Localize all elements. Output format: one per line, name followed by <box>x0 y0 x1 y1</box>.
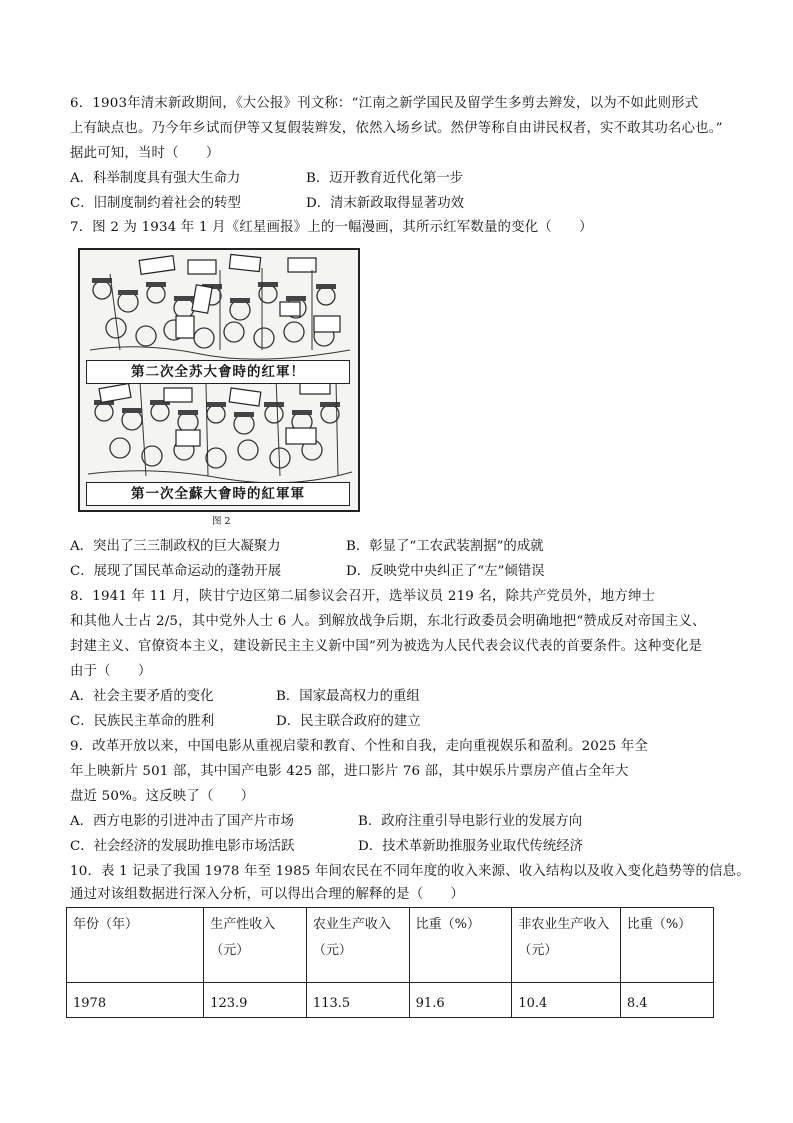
table-cell: 113.5 <box>306 983 409 1018</box>
q9-stem-line-1: 9．改革开放以来，中国电影从重视启蒙和教育、个性和自我，走向重视娱乐和盈利。2025 年全 <box>70 739 649 754</box>
q6-option-b: B．迈开教育近代化第一步 <box>306 171 464 186</box>
q9-option-b: B．政府注重引导电影行业的发展方向 <box>358 814 583 829</box>
table-header-cell: 非农业生产收入（元） <box>512 908 620 983</box>
table-header-cell: 比重（%） <box>620 908 713 983</box>
q6-stem-line-3: 据此可知，当时（ ） <box>70 146 220 161</box>
income-table <box>66 907 714 1018</box>
table-header-cell: 年份（年） <box>67 908 204 983</box>
q9-option-c: C．社会经济的发展助推电影市场活跃 <box>70 839 295 854</box>
q6-option-c: C．旧制度制约着社会的转型 <box>70 196 241 211</box>
q7-option-a: A．突出了三三制政权的巨大凝聚力 <box>70 539 281 554</box>
cartoon-banner-top: 第二次全苏大會時的红軍！ <box>86 360 350 384</box>
q8-stem-line-3: 封建主义、官僚资本主义，建设新民主主义新中国”列为被选为人民代表会议代表的首要条件。这种变化是 <box>70 639 703 654</box>
table-cell: 123.9 <box>204 983 307 1018</box>
q8-stem-line-4: 由于（ ） <box>70 664 152 679</box>
cartoon-banner-bottom: 第一次全蘇大會時的紅軍軍 <box>86 482 350 506</box>
q9-stem-line-3: 盘近 50%。这反映了（ ） <box>70 789 255 804</box>
table-header-cell: 比重（%） <box>409 908 512 983</box>
q6-option-d: D．清末新政取得显著功效 <box>306 196 465 211</box>
table-header-row <box>67 908 714 983</box>
q7-option-c: C．展现了国民革命运动的蓬勃开展 <box>70 564 282 579</box>
table-cell: 91.6 <box>409 983 512 1018</box>
cartoon-figure <box>78 248 360 512</box>
q9-option-d: D．技术革新助推服务业取代传统经济 <box>358 839 583 854</box>
q10-stem-line-1: 10．表 1 记录了我国 1978 年至 1985 年间农民在不同年度的收入来源、收入结构以及收入变化趋势等的信息。 <box>70 864 750 879</box>
q8-option-d: D．民主联合政府的建立 <box>276 714 421 729</box>
table-header-cell: 农业生产收入（元） <box>306 908 409 983</box>
q8-option-c: C．民族民主革命的胜利 <box>70 714 215 729</box>
q9-stem-line-2: 年上映新片 501 部，其中国产电影 425 部，进口影片 76 部，其中娱乐片票房产值占全年大 <box>70 764 629 779</box>
table-cell: 1978 <box>67 983 204 1018</box>
table-header-cell: 生产性收入（元） <box>204 908 307 983</box>
q7-option-b: B．彰显了“工农武装割据”的成就 <box>346 539 544 554</box>
figure-caption: 图 2 <box>212 516 231 527</box>
q8-option-b: B．国家最高权力的重组 <box>276 689 420 704</box>
q8-stem-line-1: 8．1941 年 11 月，陕甘宁边区第二届参议会召开，选举议员 219 名，除共产党员外，地方绅士 <box>70 589 656 604</box>
q10-stem-line-2: 通过对该组数据进行深入分析，可以得出合理的解释的是（ ） <box>70 887 465 902</box>
q7-option-d: D．反映党中央纠正了“左”倾错误 <box>346 564 545 579</box>
q7-stem-line-1: 7．图 2 为 1934 年 1 月《红星画报》上的一幅漫画，其所示红军数量的变化（ ） <box>70 220 593 235</box>
table-cell: 8.4 <box>620 983 713 1018</box>
q8-stem-line-2: 和其他人士占 2/5，其中党外人士 6 人。到解放战争后期，东北行政委员会明确地把“赞成反对帝国主义、 <box>70 614 706 629</box>
q6-option-a: A．科举制度具有强大生命力 <box>70 171 241 186</box>
q6-stem-line-1: 6．1903年清末新政期间，《大公报》刊文称：“江南之新学国民及留学生多剪去辫发，以为不如此则形式 <box>70 96 699 111</box>
q9-option-a: A．西方电影的引进冲击了国产片市场 <box>70 814 294 829</box>
q6-stem-line-2: 上有缺点也。乃今年乡试而伊等又复假装辫发，依然入场乡试。然伊等称自由讲民权者，实不敢其功名心也。” <box>70 121 723 136</box>
q8-option-a: A．社会主要矛盾的变化 <box>70 689 214 704</box>
table-row <box>67 983 714 1018</box>
table-cell: 10.4 <box>512 983 620 1018</box>
